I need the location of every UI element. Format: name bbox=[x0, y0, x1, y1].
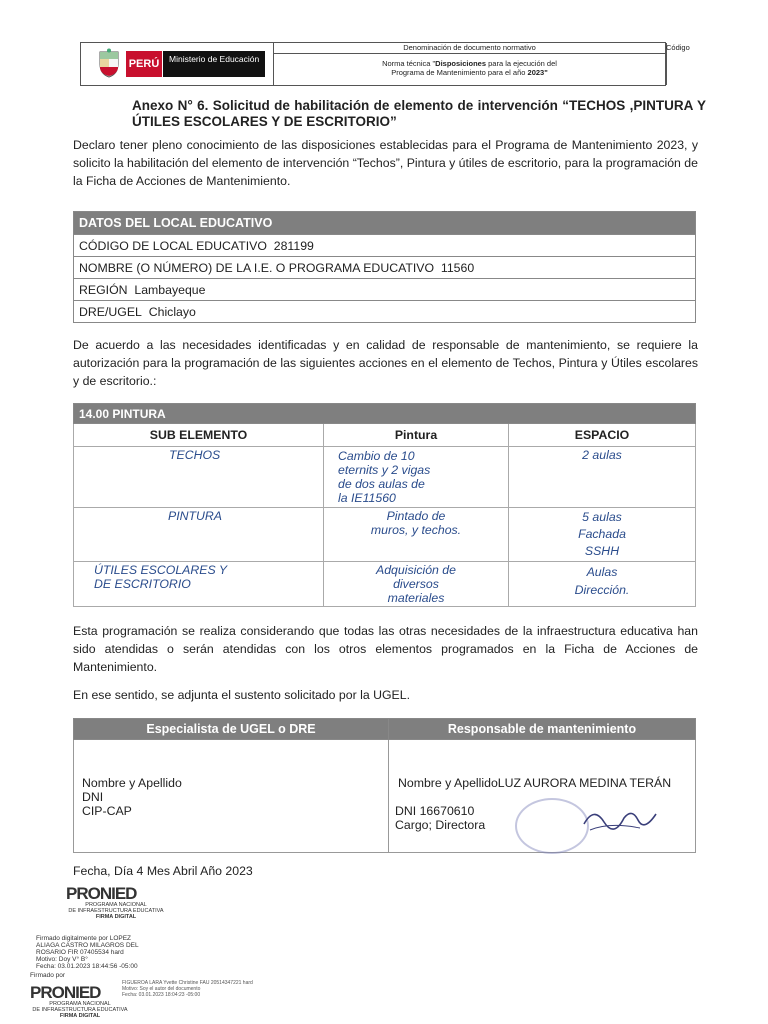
ministry-label: Ministerio de Educación bbox=[163, 51, 265, 77]
doc-type-label: Denominación de documento normativo bbox=[273, 43, 666, 54]
pronied-subtitle: PROGRAMA NACIONAL DE INFRAESTRUCTURA EDUCATIVA FIRMA DIGITAL bbox=[68, 902, 164, 920]
right-name-label: Nombre y Apellido bbox=[398, 776, 498, 790]
pronied-logo: PRONIED bbox=[66, 884, 137, 903]
consideration-paragraph: Esta programación se realiza considerando que todas las otras necesidades de la infraestructura educativa han sido atendidas o serán atendidas con los otros elementos programados en la Ficha de Acciones de Mantenimiento. bbox=[73, 624, 698, 674]
table-row: ÚTILES ESCOLARES Y DE ESCRITORIO Adquisición de diversos materiales Aulas Dirección. bbox=[74, 562, 696, 607]
right-cargo: Cargo; Directora bbox=[395, 818, 486, 832]
col-responsable: Responsable de mantenimiento bbox=[389, 719, 696, 740]
digital-signature-info: Firmado digitalmente por LOPEZ ALIAGA CASTRO MILAGROS DEL ROSARIO FIR 07405534 hard Motivo: Doy V° B° Fecha: 03.01.2023 18:44:56 -05:00 bbox=[36, 935, 139, 970]
col-especialista: Especialista de UGEL o DRE bbox=[74, 719, 389, 740]
table-row: REGIÓN Lambayeque bbox=[74, 279, 696, 301]
school-stamp bbox=[515, 798, 589, 854]
signature-mark bbox=[580, 800, 660, 840]
request-paragraph: De acuerdo a las necesidades identificadas y en calidad de responsable de mantenimiento, se requiere la autorización para la programación de las siguientes acciones en el elemento de Techos, Pintura y Útiles escolares y de escritorio.: bbox=[73, 338, 698, 388]
page-title: Anexo N° 6. Solicitud de habilitación de elemento de intervención “TECHOS ,PINTURA Y ÚTILES ESCOLARES Y DE ESCRITORIO” bbox=[132, 98, 706, 129]
attachment-paragraph: En ese sentido, se adjunta el sustento solicitado por la UGEL. bbox=[73, 688, 410, 702]
pronied-subtitle-2: PROGRAMA NACIONAL DE INFRAESTRUCTURA EDUCATIVA FIRMA DIGITAL bbox=[32, 1001, 128, 1019]
right-dni: DNI 16670610 bbox=[395, 804, 475, 818]
table-row: TECHOS Cambio de 10 eternits y 2 vigas de dos aulas de la IE11560 2 aulas bbox=[74, 447, 696, 508]
table-row: NOMBRE (O NÚMERO) DE LA I.E. O PROGRAMA EDUCATIVO 11560 bbox=[74, 257, 696, 279]
second-signature-info: FIGUEROA LARA Yvette Christine FAU 20514347221 hard Motivo: Soy el autor del documento Fecha: 03.01.2023 18:04:23 -05:00 bbox=[122, 980, 253, 998]
col-sub-elemento: SUB ELEMENTO bbox=[74, 424, 324, 447]
left-dni-label: DNI bbox=[82, 790, 104, 804]
col-espacio: ESPACIO bbox=[509, 424, 696, 447]
norma-title: Norma técnica "Disposiciones para la ejecución del Programa de Mantenimiento para el año 2023" bbox=[382, 59, 557, 77]
table-row: CÓDIGO DE LOCAL EDUCATIVO 281199 bbox=[74, 235, 696, 257]
firmado-por-label: Firmado por bbox=[30, 972, 66, 979]
col-pintura: Pintura bbox=[324, 424, 509, 447]
actions-table bbox=[73, 403, 696, 607]
date-line: Fecha, Día 4 Mes Abril Año 2023 bbox=[73, 864, 253, 878]
left-name-label: Nombre y Apellido bbox=[82, 776, 182, 790]
left-cip-label: CIP-CAP bbox=[82, 804, 132, 818]
local-table-header: DATOS DEL LOCAL EDUCATIVO bbox=[74, 212, 696, 235]
right-name-value: LUZ AURORA MEDINA TERÁN bbox=[497, 776, 672, 790]
peru-label: PERÚ bbox=[126, 51, 162, 77]
pronied-logo-2: PRONIED bbox=[30, 983, 101, 1002]
table-row: DRE/UGEL Chiclayo bbox=[74, 301, 696, 323]
local-data-table bbox=[73, 211, 696, 323]
ministry-logo bbox=[81, 43, 274, 85]
specialist-signature-cell bbox=[74, 740, 389, 853]
table-row: PINTURA Pintado de muros, y techos. 5 aulas Fachada SSHH bbox=[74, 508, 696, 562]
document-header: PERÚ Ministerio de Educación Denominación de documento normativo Norma técnica "Disposiciones para la ejecución del Programa de Mantenimiento para el año 2023" Código bbox=[80, 42, 666, 86]
intro-paragraph: Declaro tener pleno conocimiento de las disposiciones establecidas para el Programa de Mantenimiento 2023, y solicito la habilitación del elemento de intervención “Techos”, Pintura y útiles de escritorio, para la programación de la Ficha de Acciones de Mantenimiento. bbox=[73, 138, 698, 188]
coat-of-arms-icon bbox=[97, 48, 121, 78]
actions-band: 14.00 PINTURA bbox=[74, 404, 696, 424]
